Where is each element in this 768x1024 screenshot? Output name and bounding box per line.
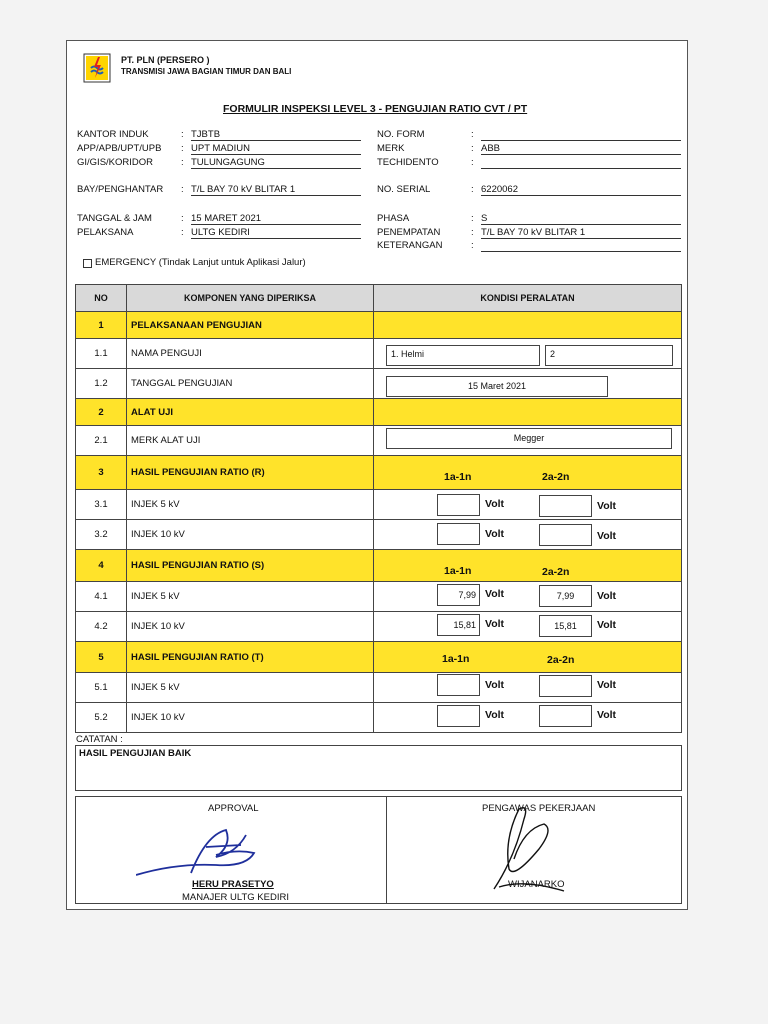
col-1a1n: 1a-1n bbox=[444, 471, 472, 483]
field-value-merk: ABB bbox=[481, 143, 681, 155]
unit-volt: Volt bbox=[485, 618, 505, 630]
signature-area bbox=[75, 796, 682, 904]
section-no: 4 bbox=[76, 550, 127, 582]
row-no: 3.1 bbox=[76, 490, 127, 520]
section-row bbox=[76, 312, 682, 339]
row-no: 1.2 bbox=[76, 369, 127, 399]
emergency-checkbox[interactable] bbox=[83, 259, 92, 268]
field-value-noform bbox=[481, 129, 681, 141]
row-label: INJEK 5 kV bbox=[127, 582, 374, 612]
field-label-phasa: PHASA bbox=[377, 213, 410, 224]
field-label-penempatan: PENEMPATAN bbox=[377, 227, 441, 238]
field-colon: : bbox=[471, 184, 474, 195]
form-title: FORMULIR INSPEKSI LEVEL 3 - PENGUJIAN RATIO CVT / PT bbox=[223, 103, 528, 115]
col-2a2n: 2a-2n bbox=[547, 654, 575, 666]
col-2a2n: 2a-2n bbox=[542, 471, 570, 483]
field-label-app: APP/APB/UPT/UPB bbox=[77, 143, 162, 154]
section-title: ALAT UJI bbox=[127, 399, 374, 426]
field-colon: : bbox=[181, 227, 184, 238]
row-label: INJEK 5 kV bbox=[127, 673, 374, 703]
section-row bbox=[76, 642, 682, 673]
catatan-box bbox=[75, 745, 682, 791]
value-field[interactable] bbox=[539, 495, 592, 517]
section-title: PELAKSANAAN PENGUJIAN bbox=[127, 312, 374, 339]
unit-volt: Volt bbox=[485, 528, 505, 540]
row-no: 1.1 bbox=[76, 339, 127, 369]
field-colon: : bbox=[471, 240, 474, 251]
field-value-serial: 6220062 bbox=[481, 184, 681, 196]
unit-volt: Volt bbox=[485, 709, 505, 721]
row-label: TANGGAL PENGUJIAN bbox=[127, 369, 374, 399]
approval-title: MANAJER ULTG KEDIRI bbox=[182, 892, 289, 903]
field-value-keterangan bbox=[481, 240, 681, 252]
value-field[interactable]: 15,81 bbox=[539, 615, 592, 637]
field-value-gi: TULUNGAGUNG bbox=[191, 157, 361, 169]
field-colon: : bbox=[181, 157, 184, 168]
unit-volt: Volt bbox=[597, 679, 617, 691]
value-field[interactable] bbox=[437, 494, 480, 516]
field-label-pelaksana: PELAKSANA bbox=[77, 227, 134, 238]
unit-volt: Volt bbox=[485, 679, 505, 691]
emergency-label: EMERGENCY (Tindak Lanjut untuk Aplikasi Jalur) bbox=[95, 257, 306, 268]
section-row bbox=[76, 456, 682, 490]
test-date-field[interactable]: 15 Maret 2021 bbox=[386, 376, 608, 397]
field-colon: : bbox=[471, 143, 474, 154]
section-no: 3 bbox=[76, 456, 127, 490]
unit-volt: Volt bbox=[597, 500, 617, 512]
col-1a1n: 1a-1n bbox=[442, 653, 470, 665]
pengawas-name: WIJANARKO bbox=[508, 879, 565, 890]
section-no: 1 bbox=[76, 312, 127, 339]
field-colon: : bbox=[471, 213, 474, 224]
field-colon: : bbox=[471, 227, 474, 238]
pengawas-label: PENGAWAS PEKERJAAN bbox=[482, 803, 596, 814]
tester-name-1[interactable]: 1. Helmi bbox=[386, 345, 540, 366]
row-no: 2.1 bbox=[76, 426, 127, 456]
catatan-label: CATATAN : bbox=[76, 734, 123, 745]
section-title: HASIL PENGUJIAN RATIO (S) bbox=[127, 550, 374, 582]
company-unit: TRANSMISI JAWA BAGIAN TIMUR DAN BALI bbox=[121, 67, 292, 76]
field-value-bay: T/L BAY 70 kV BLITAR 1 bbox=[191, 184, 361, 196]
section-title: HASIL PENGUJIAN RATIO (R) bbox=[127, 456, 374, 490]
field-label-noform: NO. FORM bbox=[377, 129, 425, 140]
catatan-text: HASIL PENGUJIAN BAIK bbox=[79, 748, 192, 759]
field-label-techidento: TECHIDENTO bbox=[377, 157, 439, 168]
section-row bbox=[76, 550, 682, 582]
row-label: NAMA PENGUJI bbox=[127, 339, 374, 369]
section-no: 2 bbox=[76, 399, 127, 426]
row-label: INJEK 5 kV bbox=[127, 490, 374, 520]
field-label-tanggal: TANGGAL & JAM bbox=[77, 213, 152, 224]
field-value-app: UPT MADIUN bbox=[191, 143, 361, 155]
approval-label: APPROVAL bbox=[208, 803, 259, 814]
field-value-techidento bbox=[481, 157, 681, 169]
inspection-form bbox=[66, 40, 688, 910]
field-value-phasa: S bbox=[481, 213, 681, 225]
table-header-row bbox=[76, 285, 682, 312]
unit-volt: Volt bbox=[485, 588, 505, 600]
header-komponen: KOMPONEN YANG DIPERIKSA bbox=[127, 285, 374, 312]
header-no: NO bbox=[76, 285, 127, 312]
row-no: 5.2 bbox=[76, 703, 127, 733]
row-label: MERK ALAT UJI bbox=[127, 426, 374, 456]
col-1a1n: 1a-1n bbox=[444, 565, 472, 577]
value-field[interactable] bbox=[539, 675, 592, 697]
field-label-serial: NO. SERIAL bbox=[377, 184, 431, 195]
field-label-gi: GI/GIS/KORIDOR bbox=[77, 157, 154, 168]
field-label-merk: MERK bbox=[377, 143, 405, 154]
value-field[interactable]: 7,99 bbox=[437, 584, 480, 606]
section-row bbox=[76, 399, 682, 426]
row-no: 4.1 bbox=[76, 582, 127, 612]
row-label: INJEK 10 kV bbox=[127, 520, 374, 550]
row-no: 3.2 bbox=[76, 520, 127, 550]
unit-volt: Volt bbox=[485, 498, 505, 510]
approval-name: HERU PRASETYO bbox=[192, 879, 274, 890]
field-colon: : bbox=[181, 213, 184, 224]
value-field[interactable]: 15,81 bbox=[437, 614, 480, 636]
unit-volt: Volt bbox=[597, 709, 617, 721]
value-field[interactable] bbox=[437, 705, 480, 727]
field-label-kantor: KANTOR INDUK bbox=[77, 129, 149, 140]
field-label-bay: BAY/PENGHANTAR bbox=[77, 184, 164, 195]
field-colon: : bbox=[471, 157, 474, 168]
col-2a2n: 2a-2n bbox=[542, 566, 570, 578]
section-no: 5 bbox=[76, 642, 127, 673]
field-value-kantor: TJBTB bbox=[191, 129, 361, 141]
unit-volt: Volt bbox=[597, 530, 617, 542]
field-value-tanggal: 15 MARET 2021 bbox=[191, 213, 361, 225]
value-field[interactable] bbox=[539, 705, 592, 727]
field-colon: : bbox=[181, 184, 184, 195]
value-field[interactable] bbox=[539, 524, 592, 546]
value-field[interactable]: 7,99 bbox=[539, 585, 592, 607]
row-no: 4.2 bbox=[76, 612, 127, 642]
unit-volt: Volt bbox=[597, 619, 617, 631]
section-title: HASIL PENGUJIAN RATIO (T) bbox=[127, 642, 374, 673]
value-field[interactable] bbox=[437, 674, 480, 696]
field-colon: : bbox=[181, 143, 184, 154]
field-colon: : bbox=[471, 129, 474, 140]
approval-signature bbox=[136, 825, 276, 885]
row-label: INJEK 10 kV bbox=[127, 612, 374, 642]
signature-divider bbox=[386, 797, 387, 903]
header-kondisi: KONDISI PERALATAN bbox=[374, 285, 682, 312]
field-value-pelaksana: ULTG KEDIRI bbox=[191, 227, 361, 239]
test-equipment-field[interactable]: Megger bbox=[386, 428, 672, 449]
unit-volt: Volt bbox=[597, 590, 617, 602]
field-colon: : bbox=[181, 129, 184, 140]
pln-logo bbox=[83, 53, 111, 83]
tester-name-2[interactable]: 2 bbox=[545, 345, 673, 366]
field-label-keterangan: KETERANGAN bbox=[377, 240, 443, 251]
company-name: PT. PLN (PERSERO ) bbox=[121, 55, 210, 65]
row-no: 5.1 bbox=[76, 673, 127, 703]
value-field[interactable] bbox=[437, 523, 480, 545]
row-label: INJEK 10 kV bbox=[127, 703, 374, 733]
field-value-penempatan: T/L BAY 70 kV BLITAR 1 bbox=[481, 227, 681, 239]
